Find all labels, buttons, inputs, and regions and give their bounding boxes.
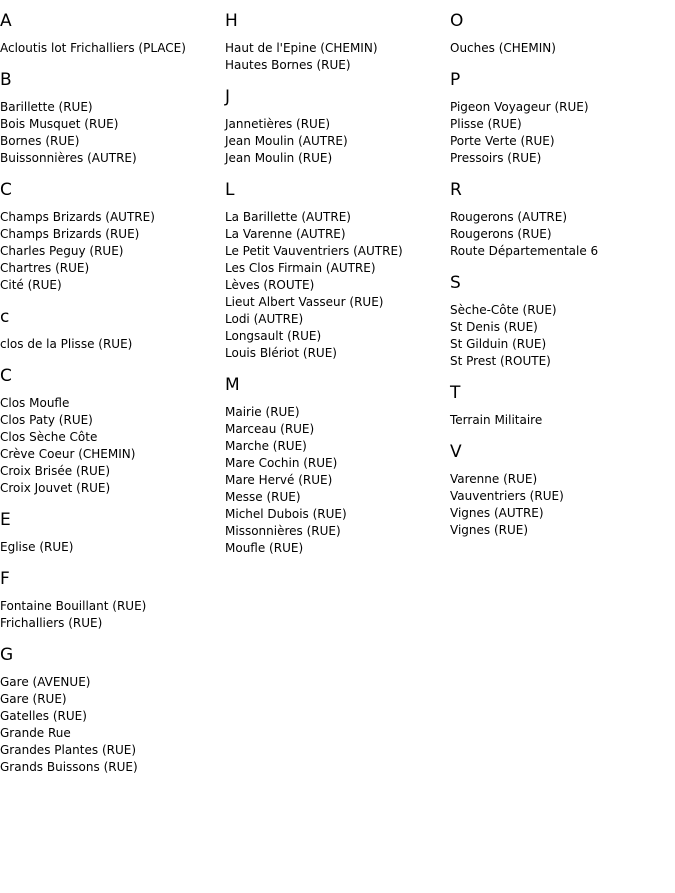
street-link[interactable]: Gatelles (RUE) [0, 709, 87, 723]
section-letter-heading: G [0, 645, 14, 665]
letter-section [0, 179, 222, 294]
street-list [450, 209, 672, 260]
street-link[interactable]: Plisse (RUE) [450, 117, 522, 131]
section-letter-heading: B [0, 70, 12, 90]
street-list [225, 404, 447, 557]
street-link[interactable]: Route Départementale 6 [450, 244, 599, 258]
street-link[interactable]: Cité (RUE) [0, 278, 62, 292]
section-letter-heading: L [225, 180, 235, 200]
letter-section [450, 69, 672, 167]
street-list [0, 395, 222, 497]
street-link[interactable]: Charles Peguy (RUE) [0, 244, 124, 258]
street-link[interactable]: Crève Coeur (CHEMIN) [0, 447, 136, 461]
street-link[interactable]: Mare Hervé (RUE) [225, 473, 333, 487]
letter-section [450, 441, 672, 539]
street-link[interactable]: Champs Brizards (AUTRE) [0, 210, 155, 224]
letter-section [0, 69, 222, 167]
street-link[interactable]: Louis Blériot (RUE) [225, 346, 337, 360]
letter-section [0, 509, 222, 556]
street-link[interactable]: Eglise (RUE) [0, 540, 74, 554]
section-letter-heading: P [450, 70, 461, 90]
section-letter-heading: S [450, 273, 461, 293]
street-link[interactable]: Hautes Bornes (RUE) [225, 58, 351, 72]
street-link[interactable]: Jean Moulin (AUTRE) [225, 134, 348, 148]
section-letter-heading: C [0, 366, 12, 386]
street-list [225, 40, 447, 74]
section-letter-heading: C [0, 180, 12, 200]
street-link[interactable]: Rougerons (AUTRE) [450, 210, 568, 224]
street-link[interactable]: Vignes (RUE) [450, 523, 529, 537]
letter-section [450, 10, 672, 57]
letter-section [225, 179, 447, 362]
section-letter-heading: T [450, 383, 461, 403]
letter-section [0, 365, 222, 497]
street-list [450, 302, 672, 370]
street-link[interactable]: Gare (AVENUE) [0, 675, 91, 689]
section-letter-heading: V [450, 442, 462, 462]
street-list [450, 99, 672, 167]
street-link[interactable]: Fontaine Bouillant (RUE) [0, 599, 147, 613]
street-link[interactable]: Buissonnières (AUTRE) [0, 151, 137, 165]
street-link[interactable]: Missonnières (RUE) [225, 524, 341, 538]
section-letter-heading: M [225, 375, 240, 395]
street-link[interactable]: Les Clos Firmain (AUTRE) [225, 261, 376, 275]
letter-section [225, 10, 447, 74]
street-list [0, 40, 222, 57]
street-list [450, 471, 672, 539]
section-letter-heading: R [450, 180, 462, 200]
street-link[interactable]: Grande Rue [0, 726, 71, 740]
street-list [0, 598, 222, 632]
street-link[interactable]: Pressoirs (RUE) [450, 151, 542, 165]
street-link[interactable]: Jannetières (RUE) [225, 117, 331, 131]
street-list [0, 336, 222, 353]
street-link[interactable]: Chartres (RUE) [0, 261, 90, 275]
street-link[interactable]: Longsault (RUE) [225, 329, 322, 343]
street-link[interactable]: St Denis (RUE) [450, 320, 538, 334]
street-link[interactable]: La Barillette (AUTRE) [225, 210, 351, 224]
street-link[interactable]: Vignes (AUTRE) [450, 506, 544, 520]
street-column-3 [450, 10, 672, 551]
street-link[interactable]: Pigeon Voyageur (RUE) [450, 100, 589, 114]
letter-section [0, 644, 222, 776]
street-link[interactable]: Varenne (RUE) [450, 472, 538, 486]
letter-section [225, 374, 447, 557]
street-link[interactable]: La Varenne (AUTRE) [225, 227, 346, 241]
section-letter-heading: O [450, 11, 464, 31]
street-link[interactable]: Marche (RUE) [225, 439, 307, 453]
street-list [225, 116, 447, 167]
letter-section [0, 568, 222, 632]
street-link[interactable]: Grandes Plantes (RUE) [0, 743, 137, 757]
street-link[interactable]: Lèves (ROUTE) [225, 278, 315, 292]
letter-section [0, 306, 222, 353]
street-link[interactable]: Le Petit Vauventriers (AUTRE) [225, 244, 403, 258]
street-link[interactable]: Champs Brizards (RUE) [0, 227, 140, 241]
section-letter-heading: c [0, 307, 10, 327]
street-link[interactable]: Croix Jouvet (RUE) [0, 481, 111, 495]
street-list [450, 40, 672, 57]
street-link[interactable]: Acloutis lot Frichalliers (PLACE) [0, 41, 186, 55]
street-link[interactable]: Grands Buissons (RUE) [0, 760, 138, 774]
letter-section [0, 10, 222, 57]
street-list [450, 412, 672, 429]
street-link[interactable]: Bois Musquet (RUE) [0, 117, 119, 131]
street-link[interactable]: Sèche-Côte (RUE) [450, 303, 557, 317]
street-link[interactable]: Porte Verte (RUE) [450, 134, 555, 148]
section-letter-heading: A [0, 11, 12, 31]
street-link[interactable]: Vauventriers (RUE) [450, 489, 564, 503]
street-link[interactable]: Haut de l'Epine (CHEMIN) [225, 41, 378, 55]
street-link[interactable]: Barillette (RUE) [0, 100, 93, 114]
street-list [0, 674, 222, 776]
street-link[interactable]: St Gilduin (RUE) [450, 337, 547, 351]
street-link[interactable]: Lodi (AUTRE) [225, 312, 304, 326]
street-link[interactable]: Marceau (RUE) [225, 422, 315, 436]
street-link[interactable]: Rougerons (RUE) [450, 227, 552, 241]
street-link[interactable]: Michel Dubois (RUE) [225, 507, 347, 521]
street-link[interactable]: Terrain Militaire [450, 413, 543, 427]
street-list [0, 209, 222, 294]
section-letter-heading: E [0, 510, 11, 530]
street-column-1 [0, 10, 222, 788]
street-link[interactable]: Jean Moulin (RUE) [225, 151, 333, 165]
street-link[interactable]: Frichalliers (RUE) [0, 616, 103, 630]
street-link[interactable]: Bornes (RUE) [0, 134, 80, 148]
street-link[interactable]: Lieut Albert Vasseur (RUE) [225, 295, 384, 309]
letter-section [450, 382, 672, 429]
section-letter-heading: F [0, 569, 10, 589]
street-link[interactable]: Croix Brisée (RUE) [0, 464, 111, 478]
letter-section [450, 272, 672, 370]
street-list [0, 99, 222, 167]
street-index [0, 10, 675, 893]
letter-section [450, 179, 672, 260]
street-link[interactable]: Clos Moufle [0, 396, 70, 410]
street-link[interactable]: Messe (RUE) [225, 490, 301, 504]
street-list [225, 209, 447, 362]
section-letter-heading: J [225, 87, 231, 107]
street-link[interactable]: Mairie (RUE) [225, 405, 300, 419]
street-link[interactable]: Mare Cochin (RUE) [225, 456, 338, 470]
street-link[interactable]: Gare (RUE) [0, 692, 67, 706]
street-link[interactable]: St Prest (ROUTE) [450, 354, 551, 368]
street-column-2 [225, 10, 447, 569]
section-letter-heading: H [225, 11, 238, 31]
street-link[interactable]: Clos Sèche Côte [0, 430, 98, 444]
street-link[interactable]: Moufle (RUE) [225, 541, 304, 555]
street-link[interactable]: Clos Paty (RUE) [0, 413, 93, 427]
letter-section [225, 86, 447, 167]
street-list [0, 539, 222, 556]
street-link[interactable]: clos de la Plisse (RUE) [0, 337, 133, 351]
street-link[interactable]: Ouches (CHEMIN) [450, 41, 556, 55]
